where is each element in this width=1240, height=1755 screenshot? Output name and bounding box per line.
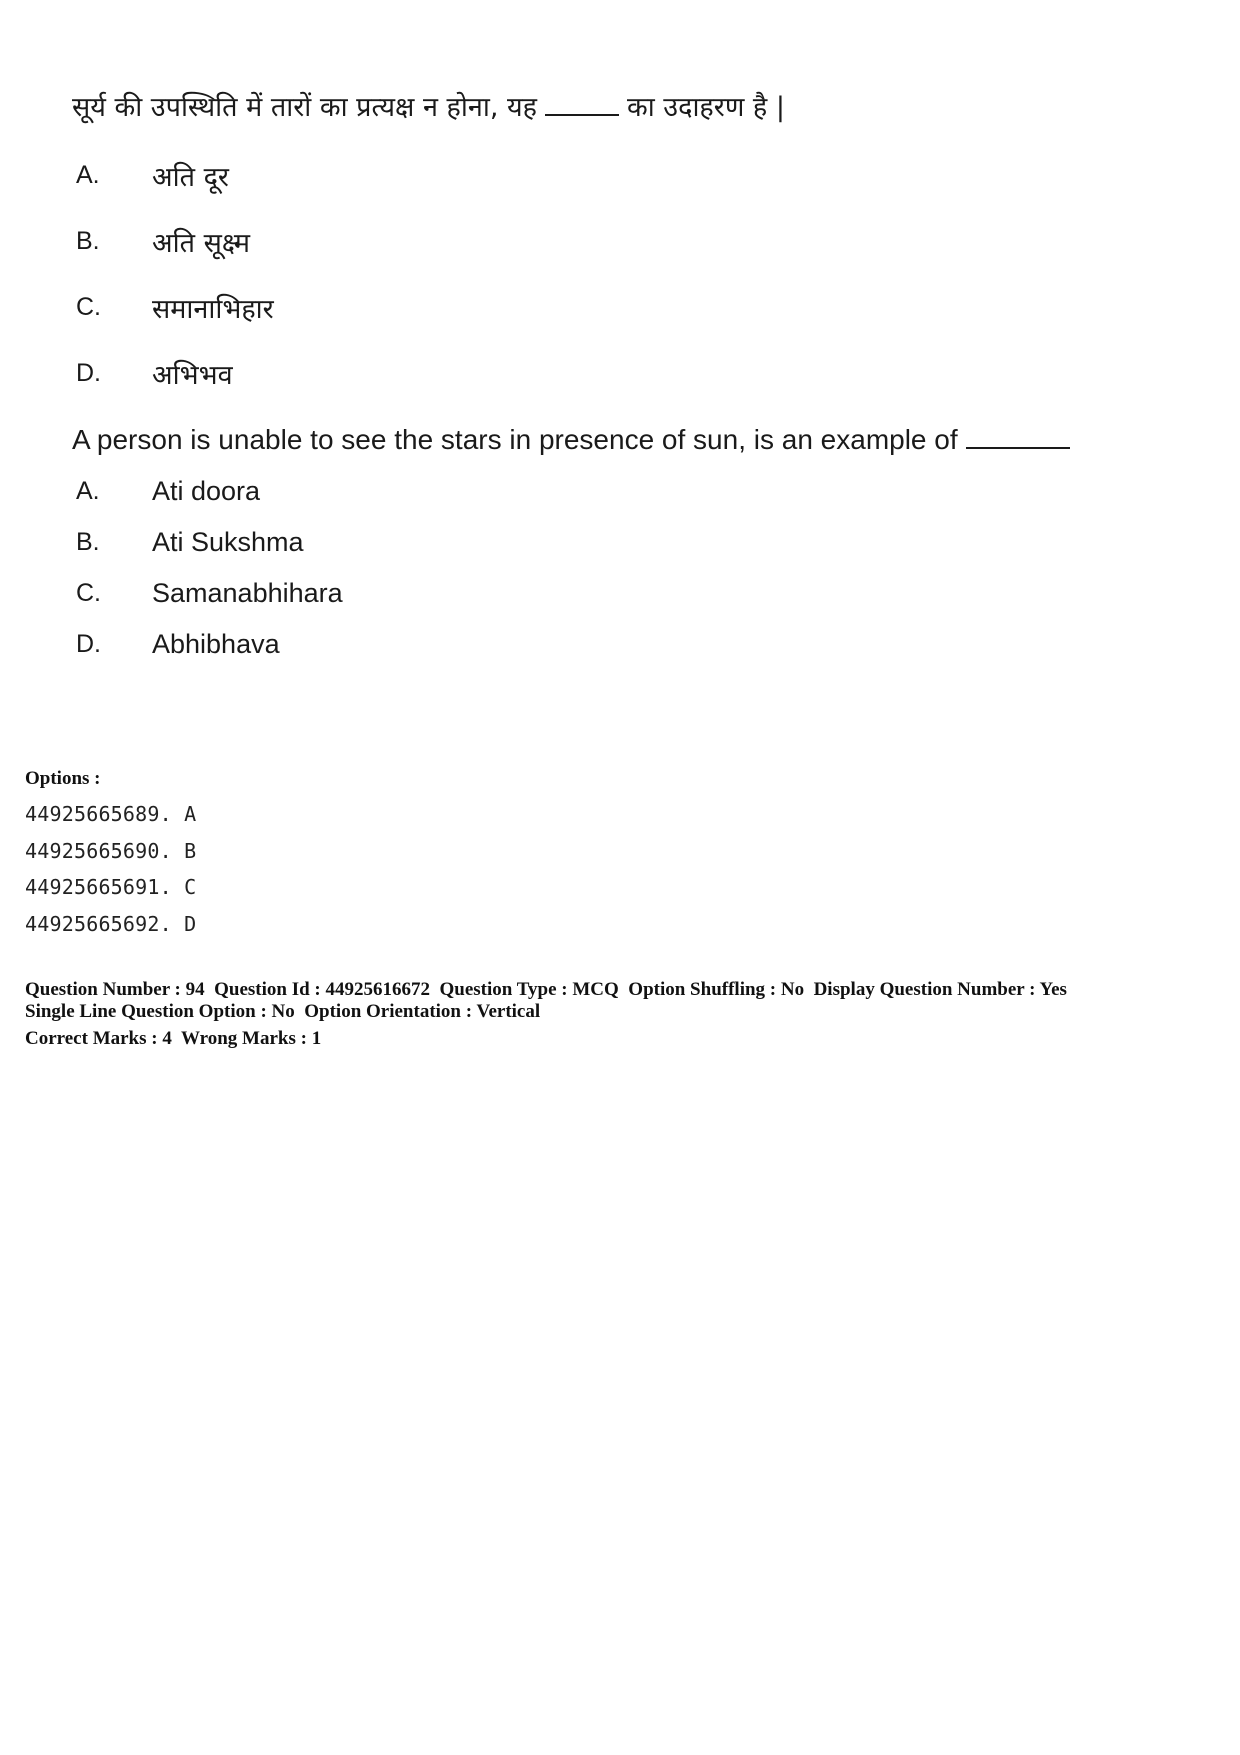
option-text: अति दूर (152, 161, 229, 193)
stem-hindi-before: सूर्य की उपस्थिति में तारों का प्रत्यक्ष न होना, यह (72, 92, 537, 123)
option-english-d (72, 619, 1092, 670)
option-id-list (25, 796, 1225, 942)
option-letter: D. (76, 630, 101, 658)
option-text: अभिभव (152, 359, 233, 391)
question-image (72, 88, 1092, 670)
option-letter: B. (76, 226, 100, 255)
question-info-line: Question Number : 94 Question Id : 44925616672 Question Type : MCQ Option Shuffling : No Display Question Number : Yes (25, 979, 1067, 1000)
option-text: अति सूक्ष्म (152, 227, 251, 259)
options-section (25, 768, 1225, 942)
option-text: समानाभिहार (152, 293, 274, 325)
question-stem-english (72, 420, 1092, 460)
option-hindi-c (72, 274, 1092, 340)
option-id-item: 44925665689. A (25, 802, 197, 826)
option-letter: B. (76, 528, 100, 556)
option-hindi-d (72, 340, 1092, 406)
stem-english-text: A person is unable to see the stars in presence of sun, is an example of (72, 424, 958, 455)
option-id-item: 44925665691. C (25, 875, 197, 899)
fill-blank (545, 90, 619, 116)
option-english-c (72, 568, 1092, 619)
options-list-hindi (72, 142, 1092, 406)
option-letter: D. (76, 358, 101, 387)
question-stem-hindi (72, 88, 1092, 128)
option-hindi-b (72, 208, 1092, 274)
option-id-item: 44925665690. B (25, 838, 197, 863)
option-hindi-a (72, 142, 1092, 208)
option-text: Ati Sukshma (152, 527, 304, 557)
option-letter: C. (76, 292, 101, 321)
options-heading: Options : (25, 768, 101, 789)
option-text: Abhibhava (152, 629, 280, 659)
options-list-english (72, 466, 1092, 670)
question-info (25, 979, 1225, 1050)
option-letter: A. (76, 477, 100, 505)
question-info-line: Single Line Question Option : No Option Orientation : Vertical (25, 1000, 541, 1022)
option-english-a (72, 466, 1092, 517)
fill-blank (966, 423, 1070, 449)
option-text: Samanabhihara (152, 578, 343, 608)
option-id-item: 44925665692. D (25, 911, 197, 936)
marks-line: Correct Marks : 4 Wrong Marks : 1 (25, 1028, 322, 1049)
option-english-b (72, 517, 1092, 568)
stem-hindi-after: का उदाहरण है | (627, 92, 785, 123)
option-letter: C. (76, 579, 101, 607)
option-letter: A. (76, 160, 100, 189)
option-text: Ati doora (152, 476, 261, 506)
